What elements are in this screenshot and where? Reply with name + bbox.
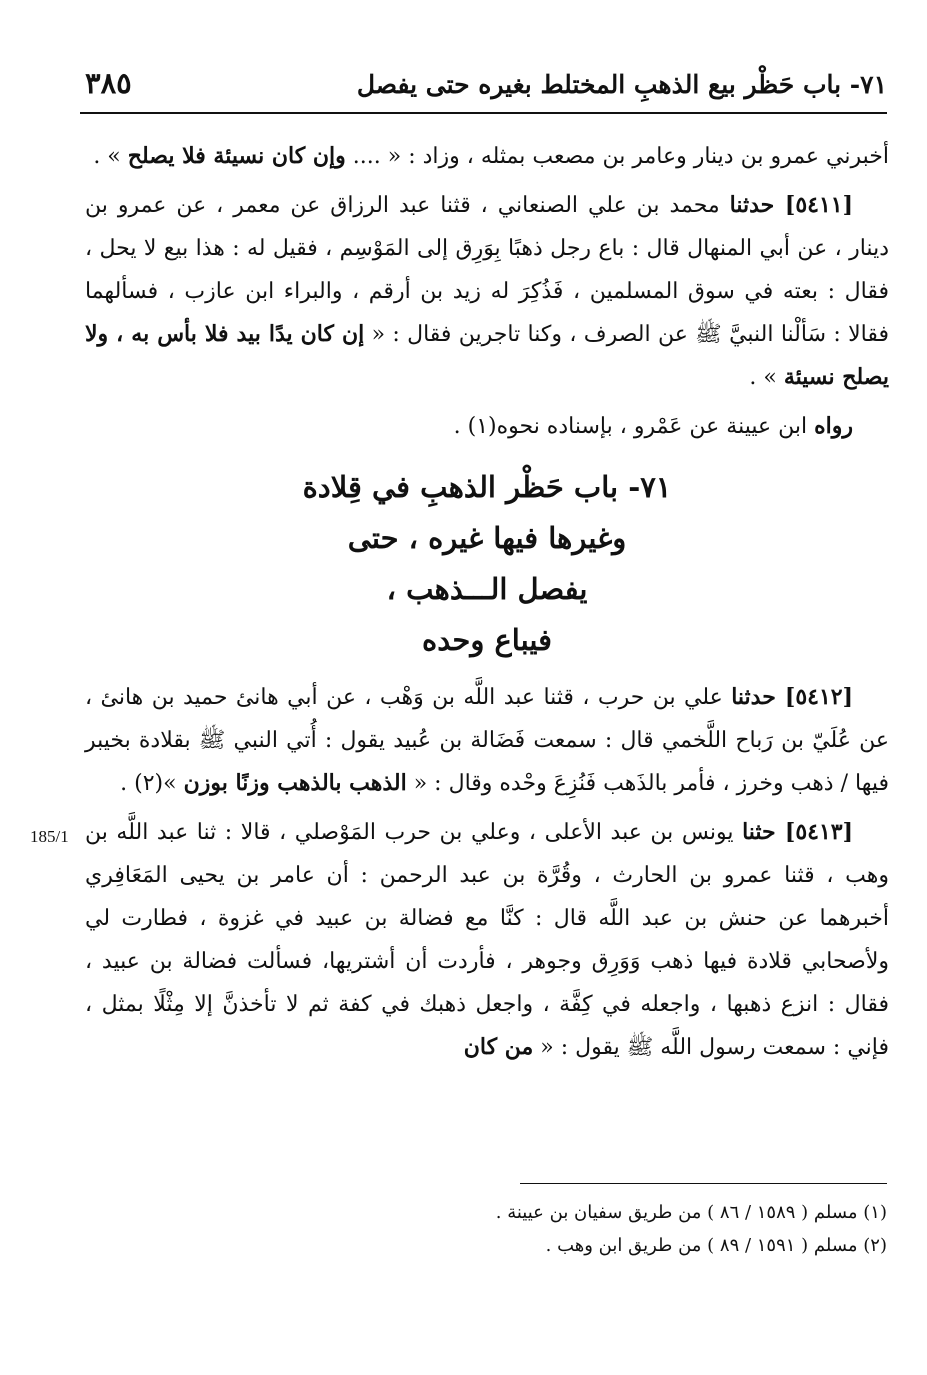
page-header — [85, 60, 887, 112]
hadith-number: [٥٤١٢] — [784, 684, 853, 710]
footnotes — [85, 1196, 887, 1262]
riwaya-note: رواه ابن عيينة عن عَمْرو ، بإسناده نحوه(١) . — [453, 413, 853, 439]
hadith-5413: [٥٤١٣] حثنا يونس بن عبد الأعلى ، وعلي بن حرب المَوْصلي ، قالا : ثنا عبد اللَّه بن وهب ، قثنا عمرو بن الحارث ، وقُرَّة بن عبد الرحمن : أن عامر بن يحيى المَعَافِري أخبرهما عن حنش بن عبد اللَّه قال : كنَّا مع فضالة بن عبيد في غزوة ، فطارت لي ولأصحابي قلادة فيها ذهب وَوَرِق وجوهر ، فأردت أن أشتريها، فسألت فضالة بن عبيد ، فقال : انزع ذهبها ، واجعله في كِفَّة ، واجعل ذهبك في كفة ثم لا تأخذنَّ إلا مِثْلًا بمثل ، فإني : سمعت رسول اللَّه ﷺ يقول : « من كان — [85, 819, 889, 1060]
footnote-rule — [520, 1183, 887, 1184]
hadith-number: [٥٤١٣] — [784, 819, 853, 845]
footnote-2: (٢) مسلم ( ١٥٩١ / ٨٩ ) من طريق ابن وهب . — [545, 1235, 887, 1256]
header-rule — [80, 112, 887, 114]
page-number: ٣٨٥ — [85, 66, 132, 100]
running-title: ٧١- باب حَظْر بيع الذهبِ المختلط بغيره حتى يفصل — [356, 70, 887, 99]
chapter-heading — [85, 462, 889, 666]
margin-reference: 185/1 — [30, 827, 69, 846]
paragraph-continuation: أخبرني عمرو بن دينار وعامر بن مصعب بمثله ، وزاد : « .... وإن كان نسيئة فلا يصلح » . — [93, 143, 889, 169]
hadith-5412: [٥٤١٢] حدثنا علي بن حرب ، قثنا عبد اللَّه بن وَهْب ، عن أبي هانئ حميد بن هانئ ، عن عُلَيّ بن رَباح اللَّخمي قال : سمعت فَضَالة بن عُبيد يقول : أُتي النبي ﷺ بقلادة بخيبر فيها / ذهب وخرز ، فأمر بالذَهب فَنُزِعَ وحْده وقال : « الذهب بالذهب وزنًا بوزن »(٢) . — [85, 684, 889, 796]
chapter-heading-line: يفصل الـــذهب ، — [386, 572, 588, 606]
page-body — [85, 135, 889, 1075]
hadith-number: [٥٤١١] — [784, 192, 853, 218]
footnote-1: (١) مسلم ( ١٥٨٩ / ٨٦ ) من طريق سفيان بن عيينة . — [495, 1202, 887, 1223]
hadith-5411: [٥٤١١] حدثنا محمد بن علي الصنعاني ، قثنا عبد الرزاق عن معمر ، عن عمرو بن دينار ، عن أبي المنهال قال : باع رجل ذهبًا بِوَرِق إلى المَوْسِم ، فقيل له : هذا بيع لا يحل ، فقال : بعته في سوق المسلمين ، فَذُكِرَ له زيد بن أرقم ، والبراء ابن عازب ، فسألهما فقالا : سَألْنا النبيَّ ﷺ عن الصرف ، وكنا تاجرين فقال : « إن كان يدًا بيد فلا بأس به ، ولا يصلح نسيئة » . — [85, 192, 889, 390]
chapter-heading-line: ٧١- باب حَظْر الذهبِ في قِلادة — [302, 470, 672, 504]
chapter-heading-line: وغيرها فيها غيره ، حتى — [347, 521, 627, 555]
chapter-heading-line: فيباع وحده — [422, 623, 552, 657]
